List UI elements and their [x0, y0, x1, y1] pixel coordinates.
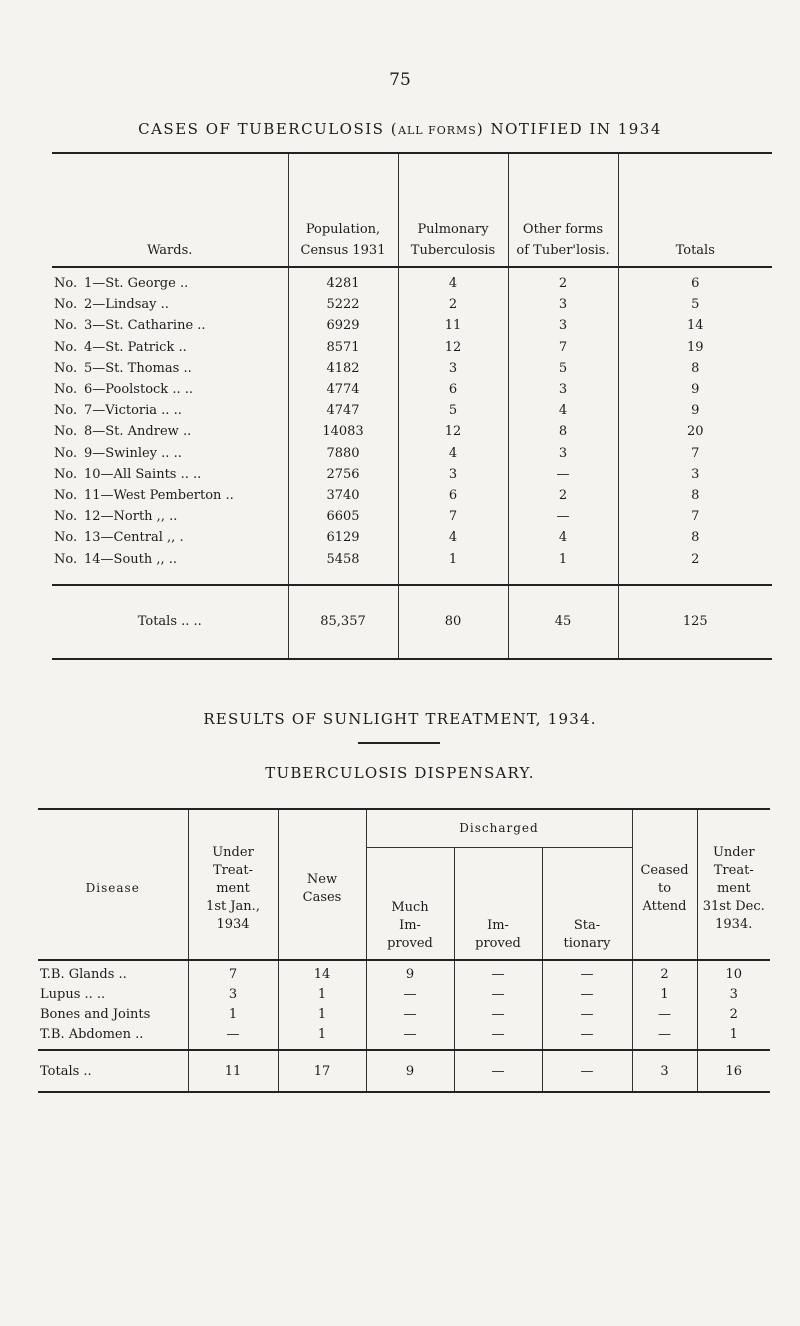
dispensary-title: TUBERCULOSIS DISPENSARY.: [265, 764, 535, 782]
header-under-start: Under Treat- ment 1st Jan., 1934: [188, 809, 278, 960]
title-end: ) NOTIFIED IN 1934: [476, 120, 662, 138]
other-cell: 2: [508, 485, 618, 506]
pulmonary-cell: 11: [398, 315, 508, 336]
total-cell: 20: [618, 421, 772, 442]
table-row: [52, 485, 772, 506]
disease-cell: Lupus .. ..: [40, 987, 106, 1002]
divider: [358, 742, 440, 744]
population-cell: 2756: [288, 464, 398, 485]
other-cell: 4: [508, 400, 618, 421]
table-row: [38, 1025, 770, 1050]
table-row: [52, 506, 772, 527]
total-cell: 9: [618, 379, 772, 400]
ward-cell: No. 13—Central ,, .: [54, 530, 184, 546]
population-cell: 8571: [288, 337, 398, 358]
ward-cell: No. 9—Swinley .. ..: [54, 445, 182, 461]
ward-cell: No. 6—Poolstock .. ..: [54, 382, 193, 398]
totals-row: [38, 1050, 770, 1092]
new-cases-cell: 1: [278, 1005, 366, 1025]
ward-cell: No. 8—St. Andrew ..: [54, 424, 192, 440]
population-cell: 4182: [288, 358, 398, 379]
other-cell: —: [508, 506, 618, 527]
total-cell: 7: [618, 443, 772, 464]
ceased-cell: 2: [632, 960, 697, 985]
header-under-end: Under Treat- ment 31st Dec. 1934.: [697, 809, 770, 960]
table-row: [52, 464, 772, 485]
pulmonary-cell: 5: [398, 400, 508, 421]
total-cell: 5: [618, 294, 772, 315]
ward-cell: No. 11—West Pemberton ..: [54, 488, 234, 504]
totals-population: 85,357: [288, 585, 398, 659]
table-row: [52, 267, 772, 294]
ward-cell: No. 10—All Saints .. ..: [54, 466, 202, 482]
total-cell: 6: [618, 267, 772, 294]
header-stationary: Sta- tionary: [542, 848, 632, 961]
ward-cell: No. 12—North ,, ..: [54, 509, 178, 525]
ward-cell: No. 5—St. Thomas ..: [54, 360, 192, 376]
other-cell: 3: [508, 294, 618, 315]
ceased-cell: —: [632, 1005, 697, 1025]
pulmonary-cell: 1: [398, 549, 508, 585]
under-end-cell: 3: [697, 985, 770, 1005]
title-main: CASES OF TUBERCULOSIS (: [138, 120, 399, 138]
ward-cell: No. 3—St. Catharine ..: [54, 318, 206, 334]
table-row: [52, 421, 772, 442]
total-cell: 8: [618, 485, 772, 506]
header-improved: Im- proved: [454, 848, 542, 961]
much-improved-cell: —: [366, 1025, 454, 1050]
disease-cell: Bones and Joints: [40, 1007, 151, 1022]
under-start-cell: 7: [188, 960, 278, 985]
pulmonary-cell: 3: [398, 358, 508, 379]
population-cell: 7880: [288, 443, 398, 464]
totals-row: [52, 585, 772, 659]
pulmonary-cell: 7: [398, 506, 508, 527]
header-disease: Disease: [38, 809, 188, 960]
population-cell: 4281: [288, 267, 398, 294]
pulmonary-cell: 2: [398, 294, 508, 315]
population-cell: 4747: [288, 400, 398, 421]
much-improved-cell: 9: [366, 960, 454, 985]
disease-cell: T.B. Glands ..: [40, 967, 127, 982]
improved-cell: —: [454, 1005, 542, 1025]
ceased-cell: 1: [632, 985, 697, 1005]
ward-cell: No. 14—South ,, ..: [54, 551, 178, 567]
table-row: [52, 379, 772, 400]
tb-notified-table: [52, 152, 772, 660]
population-cell: 6605: [288, 506, 398, 527]
header-other-forms: Other forms of Tuber'losis.: [508, 153, 618, 267]
under-end-cell: 1: [697, 1025, 770, 1050]
pulmonary-cell: 3: [398, 464, 508, 485]
table-row: [52, 358, 772, 379]
header-row: [52, 153, 772, 267]
header-discharged: Discharged: [366, 809, 632, 848]
population-cell: 14083: [288, 421, 398, 442]
header-much-improved: Much Im- proved: [366, 848, 454, 961]
total-cell: 2: [618, 549, 772, 585]
totals-total: 125: [618, 585, 772, 659]
total-cell: 9: [618, 400, 772, 421]
under-end-cell: 10: [697, 960, 770, 985]
other-cell: 4: [508, 527, 618, 548]
under-start-cell: —: [188, 1025, 278, 1050]
other-cell: 3: [508, 315, 618, 336]
improved-cell: —: [454, 985, 542, 1005]
title-small-caps: ALL FORMS: [398, 124, 477, 137]
page-number: 75: [389, 70, 411, 90]
pulmonary-cell: 6: [398, 379, 508, 400]
totals-other: 45: [508, 585, 618, 659]
under-end-cell: 2: [697, 1005, 770, 1025]
table-row: [52, 315, 772, 336]
table-row: [52, 400, 772, 421]
total-cell: 8: [618, 527, 772, 548]
new-cases-cell: 1: [278, 1025, 366, 1050]
header-population: Population, Census 1931: [288, 153, 398, 267]
population-cell: 6929: [288, 315, 398, 336]
table-row: [52, 549, 772, 585]
ward-cell: No. 4—St. Patrick ..: [54, 339, 187, 355]
totals-under-end: 16: [697, 1050, 770, 1092]
tb-notified-title: [0, 120, 800, 138]
other-cell: 1: [508, 549, 618, 585]
table-row: [52, 337, 772, 358]
ward-cell: No. 1—St. George ..: [54, 276, 189, 291]
under-start-cell: 1: [188, 1005, 278, 1025]
total-cell: 19: [618, 337, 772, 358]
much-improved-cell: —: [366, 1005, 454, 1025]
stationary-cell: —: [542, 1005, 632, 1025]
total-cell: 7: [618, 506, 772, 527]
other-cell: —: [508, 464, 618, 485]
much-improved-cell: —: [366, 985, 454, 1005]
pulmonary-cell: 4: [398, 267, 508, 294]
population-cell: 6129: [288, 527, 398, 548]
table-row: [52, 443, 772, 464]
pulmonary-cell: 4: [398, 443, 508, 464]
pulmonary-cell: 4: [398, 527, 508, 548]
table-row: [52, 527, 772, 548]
table-row: [38, 985, 770, 1005]
totals-much-improved: 9: [366, 1050, 454, 1092]
ward-cell: No. 2—Lindsay ..: [54, 297, 169, 313]
table-row: [52, 294, 772, 315]
header-totals: Totals: [618, 153, 772, 267]
total-cell: 14: [618, 315, 772, 336]
other-cell: 3: [508, 379, 618, 400]
disease-cell: T.B. Abdomen ..: [40, 1027, 144, 1042]
other-cell: 8: [508, 421, 618, 442]
under-start-cell: 3: [188, 985, 278, 1005]
header-pulmonary: Pulmonary Tuberculosis: [398, 153, 508, 267]
improved-cell: —: [454, 960, 542, 985]
new-cases-cell: 1: [278, 985, 366, 1005]
header-wards: Wards.: [52, 153, 288, 267]
totals-pulmonary: 80: [398, 585, 508, 659]
totals-label: Totals .. ..: [52, 585, 288, 659]
stationary-cell: —: [542, 960, 632, 985]
total-cell: 8: [618, 358, 772, 379]
new-cases-cell: 14: [278, 960, 366, 985]
totals-label: Totals ..: [38, 1050, 188, 1092]
pulmonary-cell: 12: [398, 337, 508, 358]
stationary-cell: —: [542, 985, 632, 1005]
sunlight-title: RESULTS OF SUNLIGHT TREATMENT, 1934.: [203, 710, 597, 728]
header-new-cases: New Cases: [278, 809, 366, 960]
stationary-cell: —: [542, 1025, 632, 1050]
population-cell: 5222: [288, 294, 398, 315]
totals-improved: —: [454, 1050, 542, 1092]
sunlight-table: [38, 808, 770, 1093]
totals-under-start: 11: [188, 1050, 278, 1092]
total-cell: 3: [618, 464, 772, 485]
ceased-cell: —: [632, 1025, 697, 1050]
population-cell: 5458: [288, 549, 398, 585]
ward-cell: No. 7—Victoria .. ..: [54, 403, 182, 419]
other-cell: 2: [508, 267, 618, 294]
pulmonary-cell: 12: [398, 421, 508, 442]
totals-ceased: 3: [632, 1050, 697, 1092]
header-ceased: Ceased to Attend: [632, 809, 697, 960]
population-cell: 3740: [288, 485, 398, 506]
table-row: [38, 960, 770, 985]
improved-cell: —: [454, 1025, 542, 1050]
other-cell: 3: [508, 443, 618, 464]
totals-stationary: —: [542, 1050, 632, 1092]
population-cell: 4774: [288, 379, 398, 400]
other-cell: 5: [508, 358, 618, 379]
header-row: [38, 809, 770, 848]
table-row: [38, 1005, 770, 1025]
totals-new-cases: 17: [278, 1050, 366, 1092]
pulmonary-cell: 6: [398, 485, 508, 506]
other-cell: 7: [508, 337, 618, 358]
